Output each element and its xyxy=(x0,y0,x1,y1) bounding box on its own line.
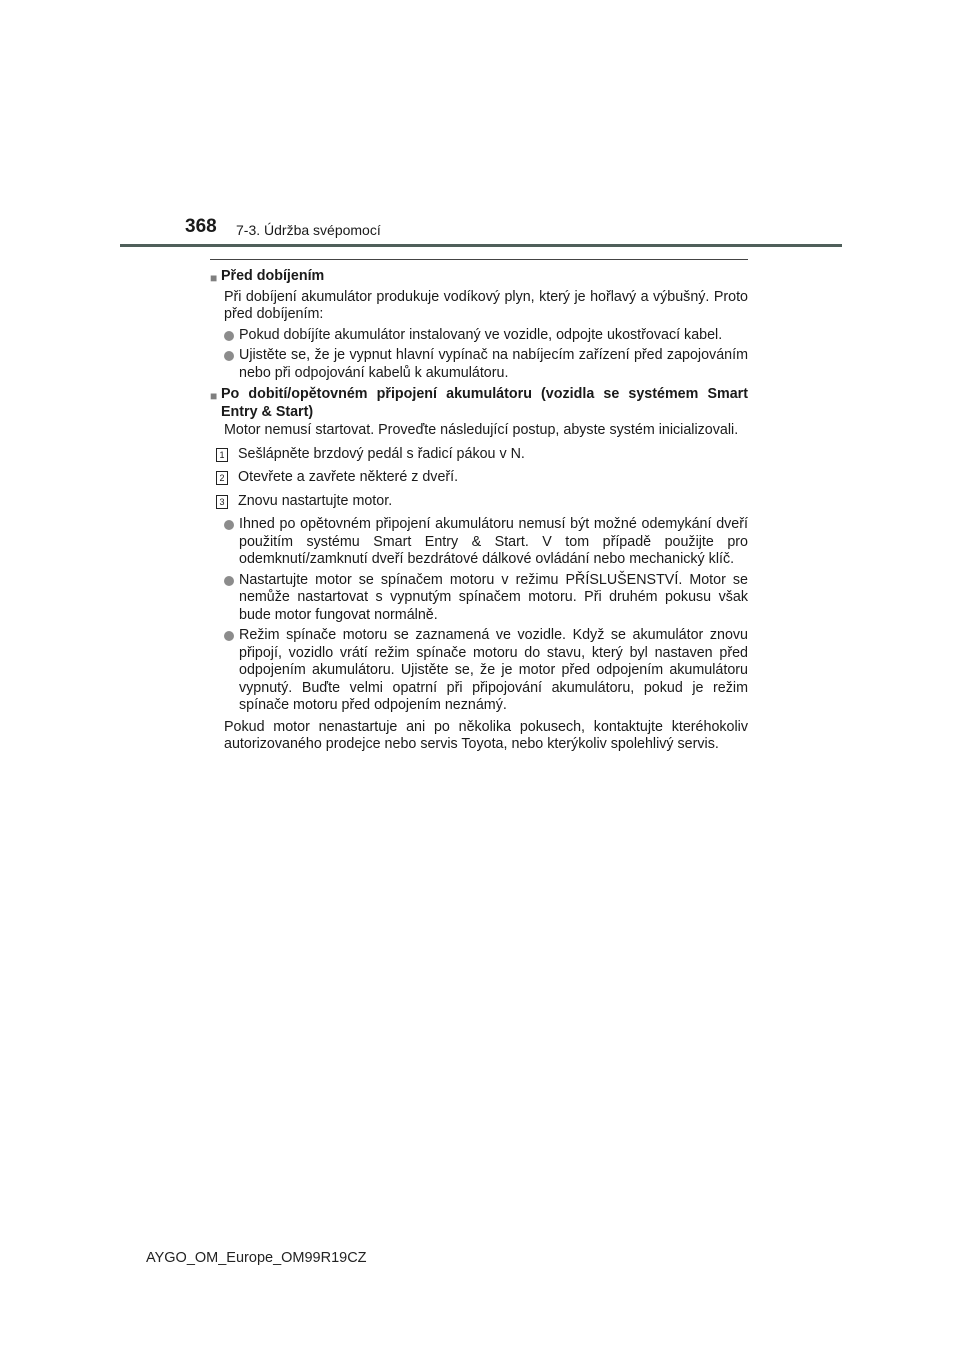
section-paragraph: Při dobíjení akumulátor produkuje vodíkový plyn, který je hořlavý a výbušný. Proto před dobíjením: xyxy=(224,288,748,322)
circle-bullet-icon xyxy=(224,576,234,586)
main-content xyxy=(210,268,748,757)
circle-bullet-icon xyxy=(224,520,234,530)
section-heading: ■ Před dobíjením xyxy=(210,268,748,288)
section-title: 7-3. Údržba svépomocí xyxy=(236,222,381,238)
circle-bullet-icon xyxy=(224,351,234,361)
page-header xyxy=(0,0,960,250)
step-number: 2 xyxy=(216,471,228,485)
step-item: 1 Sešlápněte brzdový pedál s řadicí pákou v N. xyxy=(216,446,748,464)
square-bullet-icon: ■ xyxy=(210,271,218,285)
content-divider xyxy=(210,259,748,260)
list-item: Ujistěte se, že je vypnut hlavní vypínač na nabíjecím zařízení před zapojováním nebo při odpojování kabelů k akumulátoru. xyxy=(224,347,748,382)
list-item: Nastartujte motor se spínačem motoru v režimu PŘÍSLUŠENSTVÍ. Motor se nemůže nastartovat s vypnutým spínačem motoru. Při druhém pokusu však bude motor fungovat normálně. xyxy=(224,572,748,625)
step-item: 2 Otevřete a zavřete některé z dveří. xyxy=(216,469,748,487)
page-number: 368 xyxy=(185,216,217,237)
square-bullet-icon: ■ xyxy=(210,389,218,403)
circle-bullet-icon xyxy=(224,631,234,641)
header-divider xyxy=(120,244,842,247)
circle-bullet-icon xyxy=(224,331,234,341)
section-heading: ■ Po dobití/opětovném připojení akumulátoru (vozidla se systémem Smart Entry & Start) xyxy=(210,386,748,420)
section-paragraph: Motor nemusí startovat. Proveďte následující postup, abyste systém inicializovali. xyxy=(224,422,739,438)
list-item: Ihned po opětovném připojení akumulátoru nemusí být možné odemykání dveří použitím systému Smart Entry & Start. V tom případě použijte pro odemknutí/zamknutí dveří bezdrátové dálkové ovládání nebo mechanický klíč. xyxy=(224,516,748,569)
step-item: 3 Znovu nastartujte motor. xyxy=(216,493,748,511)
document-code: AYGO_OM_Europe_OM99R19CZ xyxy=(146,1250,367,1266)
step-number: 1 xyxy=(216,448,228,462)
step-number: 3 xyxy=(216,495,228,509)
closing-paragraph: Pokud motor nenastartuje ani po několika pokusech, kontaktujte kteréhokoliv autorizovaného prodejce nebo servis Toyota, nebo kterýkoliv spolehlivý servis. xyxy=(224,718,748,752)
list-item: Režim spínače motoru se zaznamená ve vozidle. Když se akumulátor znovu připojí, vozidlo vrátí režim spínače motoru do stavu, který byl nastaven před odpojením akumulátoru. Ujistěte se, že je motor před odpojením akumulátoru vypnutý. Buďte velmi opatrní při připojování akumulátoru, pokud je režim spínače motoru před odpojením neznámý. xyxy=(224,627,748,715)
list-item: Pokud dobíjíte akumulátor instalovaný ve vozidle, odpojte ukostřovací kabel. xyxy=(224,327,748,345)
